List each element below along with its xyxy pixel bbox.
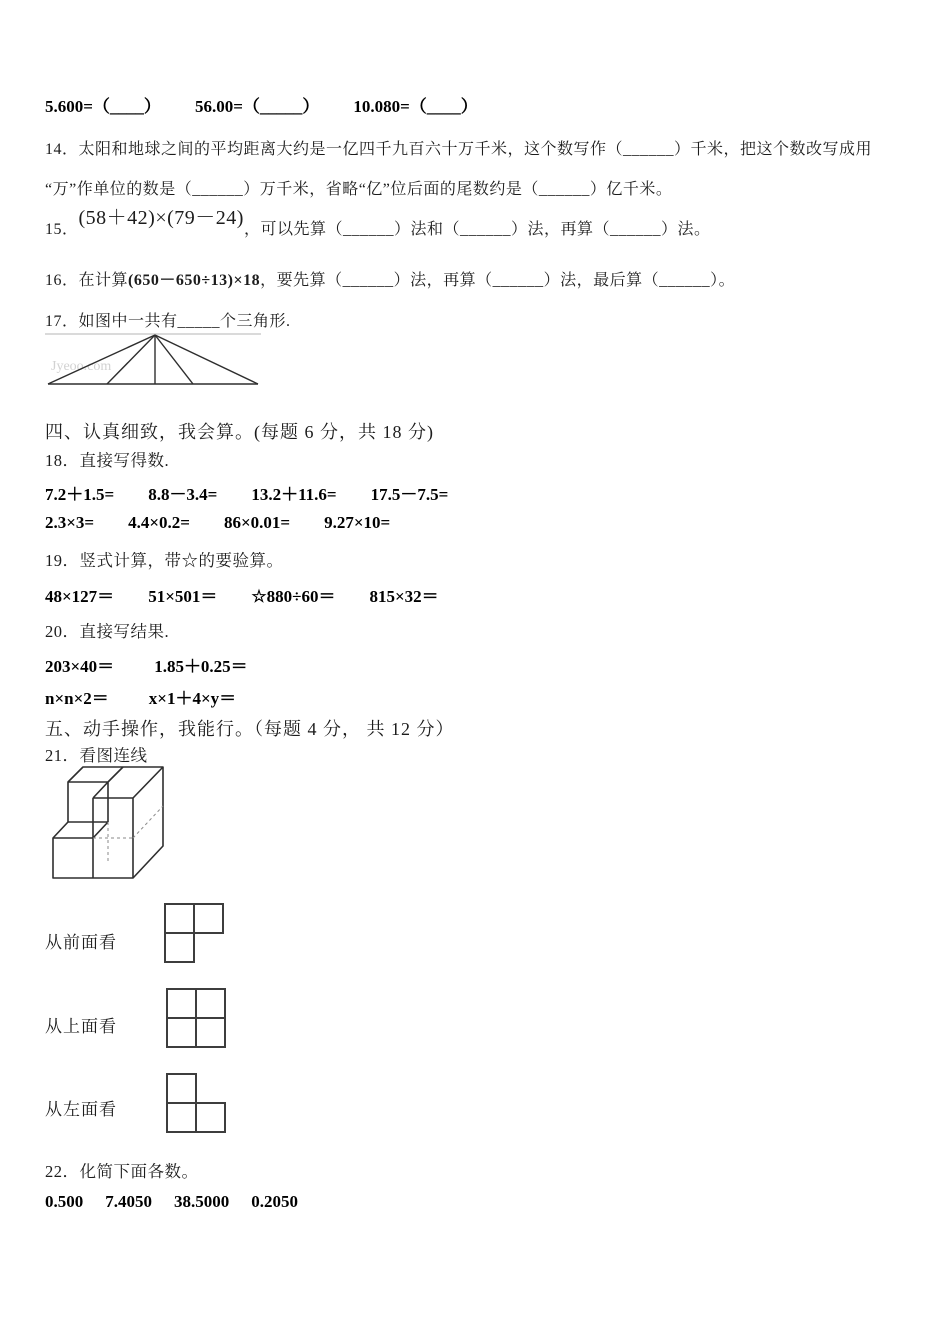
left-view-label: 从左面看 — [45, 1100, 117, 1119]
q15-formula: (58＋42)×(79－24) — [78, 207, 244, 229]
expression-item: 10.080=（____） — [353, 97, 478, 116]
watermark-text: Jyeoo.com — [51, 359, 112, 374]
q16-prefix: 16．在计算 — [45, 272, 129, 289]
expression-item: 0.2050 — [251, 1192, 298, 1211]
q14-line1: 14．太阳和地球之间的平均距离大约是一亿四千九百六十万千米，这个数写作（______）千米，把这个数改写成用 — [45, 141, 873, 158]
expression-item: 7.4050 — [105, 1192, 152, 1211]
expression-item: 815×32＝ — [369, 587, 439, 606]
q21-title: 21．看图连线 — [45, 746, 148, 765]
q22-row — [45, 1192, 320, 1212]
section4-title: 四、认真细致，我会算。(每题 6 分，共 18 分) — [45, 422, 434, 442]
view-cell — [164, 903, 195, 934]
triangle-figure — [45, 330, 263, 390]
q15-text: ，可以先算（______）法和（______）法，再算（______）法。 — [243, 221, 711, 238]
view-cell — [166, 1073, 197, 1104]
q15-number: 15． — [45, 221, 79, 238]
q16-line — [45, 267, 735, 290]
q19-title: 19．竖式计算，带☆的要验算。 — [45, 551, 284, 570]
q19-row — [45, 582, 473, 607]
expression-item: 9.27×10= — [324, 513, 391, 532]
expression-item: 48×127＝ — [45, 587, 115, 606]
expression-item: ☆880÷60＝ — [251, 587, 336, 606]
view-cell — [195, 988, 226, 1019]
expression-item: 7.2＋1.5= — [45, 485, 115, 504]
front-view-label: 从前面看 — [45, 933, 117, 952]
cube-hidden-edges — [93, 806, 163, 862]
q13-blank-row — [45, 92, 512, 117]
expression-item: 51×501＝ — [148, 587, 218, 606]
top-view-label: 从上面看 — [45, 1017, 117, 1036]
expression-item: 203×40＝ — [45, 657, 115, 676]
triangle-inner-line-3 — [155, 335, 193, 384]
expression-item: 0.500 — [45, 1192, 84, 1211]
expression-item: 38.5000 — [174, 1192, 230, 1211]
q18-row-2 — [45, 513, 424, 533]
expression-item: x×1＋4×y＝ — [148, 689, 237, 708]
expression-item: 56.00=（_____） — [194, 97, 320, 116]
expression-item: 5.600=（____） — [45, 97, 161, 116]
expression-item: 86×0.01= — [224, 513, 291, 532]
q15-line — [45, 207, 711, 239]
q18-title: 18．直接写得数. — [45, 451, 170, 470]
triangle-inner-line-1 — [107, 335, 155, 384]
expression-item: 17.5－7.5= — [370, 485, 449, 504]
cube-stack-figure — [45, 766, 171, 886]
expression-item: 13.2＋11.6= — [251, 485, 337, 504]
view-cell — [193, 903, 224, 934]
view-cell — [195, 1102, 226, 1133]
q14-line2: “万”作单位的数是（______）万千米，省略“亿”位后面的尾数约是（______）亿千米。 — [45, 181, 673, 198]
view-cell — [166, 988, 197, 1019]
q18-row-1 — [45, 480, 482, 505]
view-cell — [164, 932, 195, 963]
q20-row-1 — [45, 652, 288, 677]
q16-text: ，要先算（______）法，再算（______）法，最后算（______）。 — [260, 272, 736, 289]
q20-row-2 — [45, 684, 276, 709]
section5-title: 五、动手操作，我能行。（每题 4 分， 共 12 分） — [45, 719, 455, 739]
triangle-right-side — [155, 335, 258, 384]
expression-item: n×n×2＝ — [45, 689, 109, 708]
view-cell — [166, 1102, 197, 1133]
expression-item: 2.3×3= — [45, 513, 95, 532]
q22-title: 22．化简下面各数。 — [45, 1162, 199, 1181]
view-cell — [166, 1017, 197, 1048]
q16-expression: (650－650÷13)×18 — [128, 272, 261, 289]
expression-item: 8.8－3.4= — [148, 485, 218, 504]
q17-text: 17．如图中一共有_____个三角形. — [45, 313, 291, 330]
expression-item: 1.85＋0.25＝ — [154, 657, 248, 676]
cube-division-lines — [93, 806, 163, 862]
view-cell — [195, 1017, 226, 1048]
q20-title: 20．直接写结果. — [45, 622, 170, 641]
expression-item: 4.4×0.2= — [128, 513, 190, 532]
